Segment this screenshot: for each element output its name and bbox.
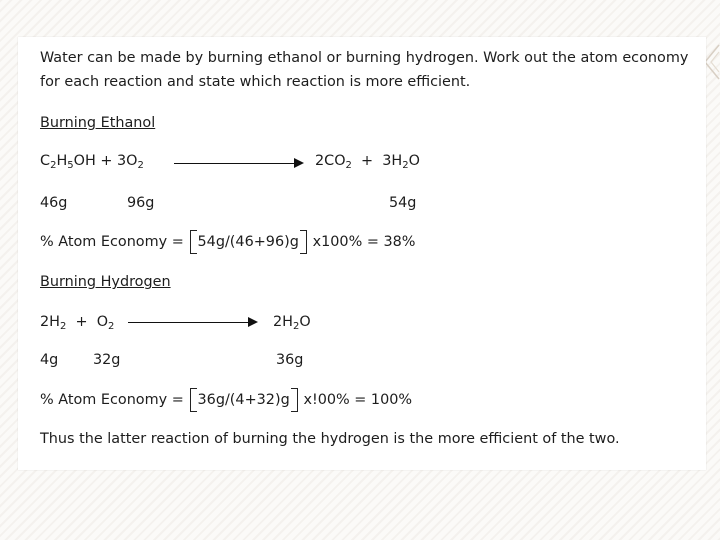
content-card	[18, 37, 706, 470]
ethanol-atom-economy: % Atom Economy = 54g/(46+96)g x100% = 38%	[40, 233, 415, 251]
hydrogen-reaction-arrow	[128, 322, 256, 323]
hydrogen-economy-bracketed: 36g/(4+32)g	[198, 391, 290, 409]
ethanol-reactants: $C_2H_5OH + 3O_2$	[40, 153, 144, 171]
hydrogen-reactants: $2H_2 + O_2$	[40, 314, 115, 332]
hydrogen-mass-hydrogen: 4g	[40, 352, 59, 368]
hydrogen-atom-economy: % Atom Economy = 36g/(4+32)g x!00% = 100%	[40, 391, 412, 409]
hydrogen-products: $2H_2O$	[273, 314, 311, 332]
intro-line-1: Water can be made by burning ethanol or burning hydrogen. Work out the atom economy	[40, 50, 689, 66]
hydrogen-mass-oxygen: 32g	[93, 352, 121, 368]
ethanol-mass-water: 54g	[389, 195, 417, 211]
conclusion-text: Thus the latter reaction of burning the hydrogen is the more efficient of the two.	[40, 431, 620, 447]
hydrogen-heading: Burning Hydrogen	[40, 274, 171, 290]
ethanol-reaction-arrow	[174, 163, 302, 164]
ethanol-mass-ethanol: 46g	[40, 195, 68, 211]
ethanol-products: $2CO_2 + 3H_2O$	[315, 153, 420, 171]
intro-line-2: for each reaction and state which reaction is more efficient.	[40, 74, 471, 90]
ethanol-heading: Burning Ethanol	[40, 115, 156, 131]
ethanol-mass-oxygen: 96g	[127, 195, 155, 211]
ethanol-economy-bracketed: 54g/(46+96)g	[198, 233, 299, 251]
hydrogen-mass-water: 36g	[276, 352, 304, 368]
